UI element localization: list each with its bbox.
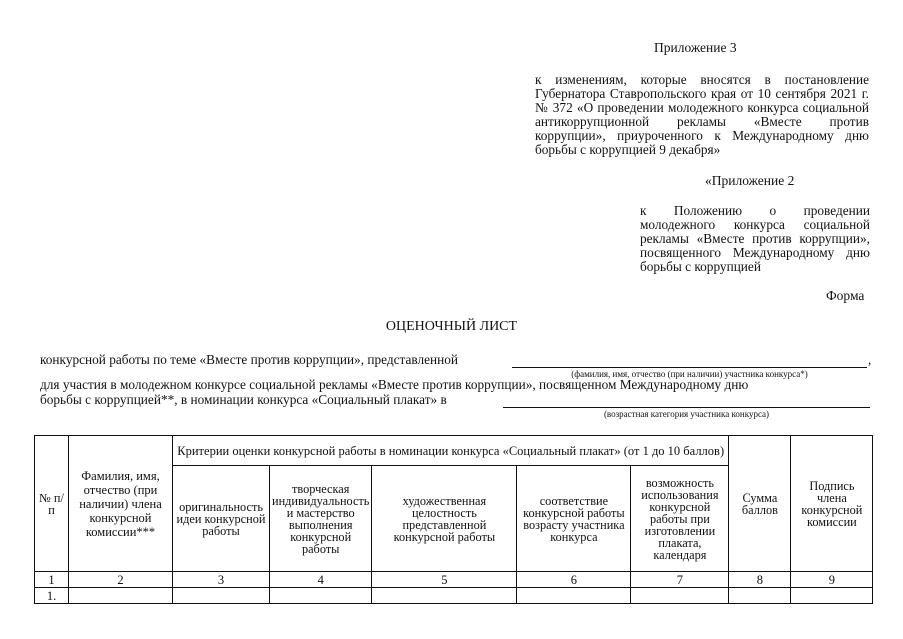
evaluation-table [34, 435, 873, 604]
criterion-2-cell[interactable] [270, 588, 372, 604]
header-criterion-3: художественная целостность представленной конкурсной работы [372, 466, 517, 572]
column-number-4: 4 [270, 572, 372, 588]
table-row [35, 588, 873, 604]
column-number-7: 7 [631, 572, 729, 588]
column-number-1: 1 [35, 572, 69, 588]
column-number-2: 2 [69, 572, 173, 588]
header-criteria: Критерии оценки конкурсной работы в номинации конкурса «Социальный плакат» (от 1 до 10 баллов) [173, 436, 729, 466]
header-criterion-4: соответствие конкурсной работы возрасту участника конкурса [517, 466, 631, 572]
intro-comma: , [868, 352, 872, 367]
regulation-reference: к Положению о проведении молодежного конкурса социальной рекламы «Вместе против коррупции», посвященного Международному дню борьбы с коррупцией [640, 203, 870, 274]
age-category-field[interactable] [503, 393, 870, 408]
criterion-1-cell[interactable] [173, 588, 270, 604]
document-title: ОЦЕНОЧНЫЙ ЛИСТ [385, 319, 518, 334]
criterion-3-cell[interactable] [372, 588, 517, 604]
column-number-6: 6 [517, 572, 631, 588]
appendix-2-label: «Приложение 2 [705, 173, 795, 188]
participant-name-caption: (фамилия, имя, отчество (при наличии) участника конкурса*) [571, 369, 808, 379]
age-category-caption: (возрастная категория участника конкурса) [603, 409, 770, 419]
header-criterion-2: творческая индивидуальность и мастерство выполнения конкурсной работы [270, 466, 372, 572]
header-criterion-5: возможность использования конкурсной работы при изготовлении плаката, календаря [631, 466, 729, 572]
intro-line-1: конкурсной работы по теме «Вместе против коррупции», представленной [40, 352, 459, 367]
header-number: № п/п [35, 436, 69, 572]
appendix-3-label: Приложение 3 [654, 40, 737, 55]
amendments-reference: к изменениям, которые вносятся в постановление Губернатора Ставропольского края от 10 сентября 2021 г. № 372 «О проведении молодежного конкурса социальной антикоррупционной рекламы «Вместе против коррупции», приуроченного к Международному дню борьбы с коррупцией 9 декабря» [535, 72, 869, 157]
criterion-4-cell[interactable] [517, 588, 631, 604]
header-signature: Подпись члена конкурсной комиссии [791, 436, 873, 572]
row-number: 1. [35, 588, 69, 604]
signature-cell[interactable] [791, 588, 873, 604]
column-number-3: 3 [173, 572, 270, 588]
header-member-name: Фамилия, имя, отчество (при наличии) члена конкурсной комиссии*** [69, 436, 173, 572]
intro-line-2: для участия в молодежном конкурсе социальной рекламы «Вместе против коррупции», посвященном Международному дню [40, 377, 749, 392]
form-label: Форма [826, 288, 865, 303]
header-criterion-1: оригинальность идеи конкурсной работы [173, 466, 270, 572]
column-number-5: 5 [372, 572, 517, 588]
participant-name-field[interactable] [512, 353, 867, 368]
header-sum: Сумма баллов [729, 436, 791, 572]
member-name-cell[interactable] [69, 588, 173, 604]
intro-line-3: борьбы с коррупцией**, в номинации конкурса «Социальный плакат» в [40, 392, 447, 407]
column-number-8: 8 [729, 572, 791, 588]
sum-cell[interactable] [729, 588, 791, 604]
column-number-9: 9 [791, 572, 873, 588]
criterion-5-cell[interactable] [631, 588, 729, 604]
